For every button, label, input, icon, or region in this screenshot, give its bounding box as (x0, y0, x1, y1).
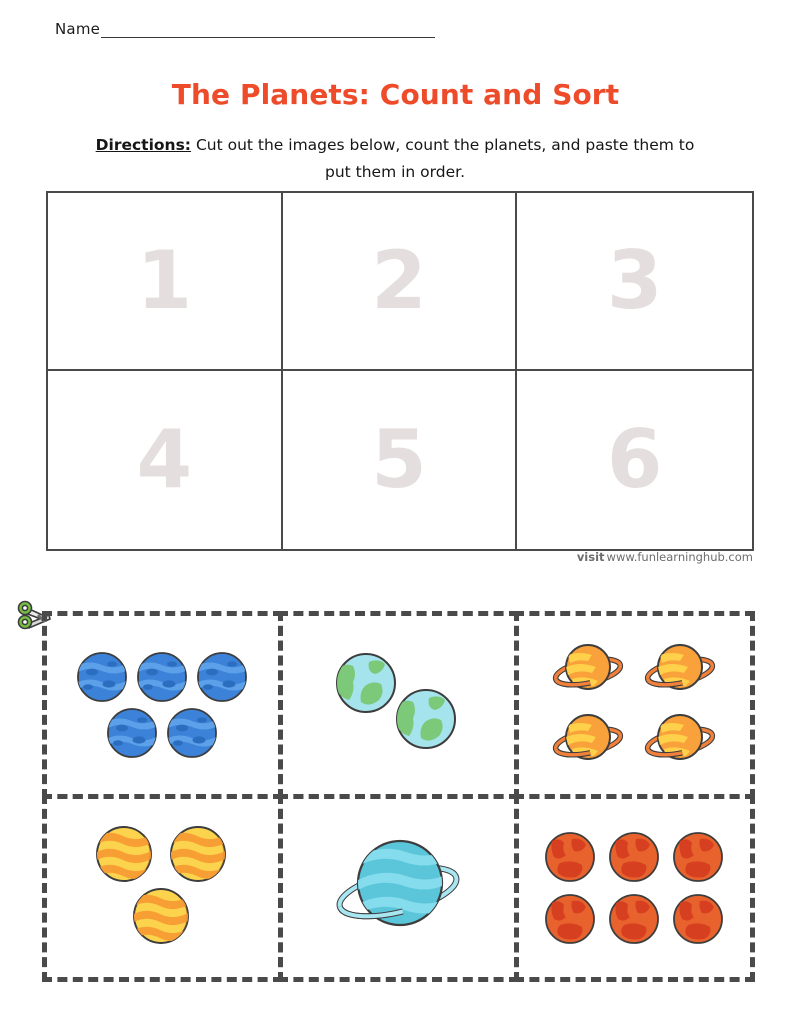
answer-cell-1[interactable] (48, 193, 283, 371)
name-field-row (55, 22, 435, 38)
planet-neptune (196, 651, 248, 703)
cut-out-card-mars[interactable] (514, 794, 755, 982)
cut-out-section (44, 613, 752, 979)
answer-cell-6[interactable] (517, 371, 752, 549)
cell-number: 2 (371, 234, 427, 327)
planet-uranus (328, 830, 468, 946)
planet-mars (608, 893, 660, 945)
answer-cell-2[interactable] (283, 193, 518, 371)
cell-number: 1 (136, 234, 193, 327)
watermark (577, 550, 753, 564)
planet-saturn (548, 639, 628, 701)
planet-mars (672, 831, 724, 883)
cell-number: 5 (371, 413, 427, 506)
name-label: Name (55, 20, 101, 38)
watermark-visit-label: visit (576, 550, 605, 564)
directions-label: Directions: (95, 136, 192, 154)
planet-saturn (640, 639, 720, 701)
planet-saturn (548, 709, 628, 771)
planet-mars (608, 831, 660, 883)
planet-earth (335, 652, 397, 714)
planet-earth (395, 688, 457, 750)
planet-neptune (166, 707, 218, 759)
planet-neptune (106, 707, 158, 759)
planet-mars (672, 893, 724, 945)
cell-number: 6 (606, 413, 663, 506)
planet-saturn (640, 709, 720, 771)
planet-mars (544, 831, 596, 883)
watermark-url: www.funlearninghub.com (606, 550, 753, 564)
answer-cell-5[interactable] (283, 371, 518, 549)
directions-text (95, 132, 695, 186)
cut-out-card-neptune[interactable] (42, 611, 283, 799)
answer-grid (46, 191, 754, 551)
name-write-line[interactable] (101, 36, 435, 38)
planet-venus (169, 825, 227, 883)
planet-neptune (136, 651, 188, 703)
page-title: The Planets: Count and Sort (171, 78, 620, 111)
cut-out-card-uranus[interactable] (278, 794, 519, 982)
answer-cell-4[interactable] (48, 371, 283, 549)
answer-cell-3[interactable] (517, 193, 752, 371)
directions-body: Cut out the images below, count the planets, and paste them to put them in order. (191, 136, 695, 181)
planet-mars (544, 893, 596, 945)
cell-number: 4 (136, 413, 193, 506)
cut-out-card-saturn[interactable] (514, 611, 755, 799)
planet-neptune (76, 651, 128, 703)
cell-number: 3 (606, 234, 663, 327)
cut-out-card-venus[interactable] (42, 794, 283, 982)
planet-venus (132, 887, 190, 945)
planet-venus (95, 825, 153, 883)
cut-out-card-earth[interactable] (278, 611, 519, 799)
